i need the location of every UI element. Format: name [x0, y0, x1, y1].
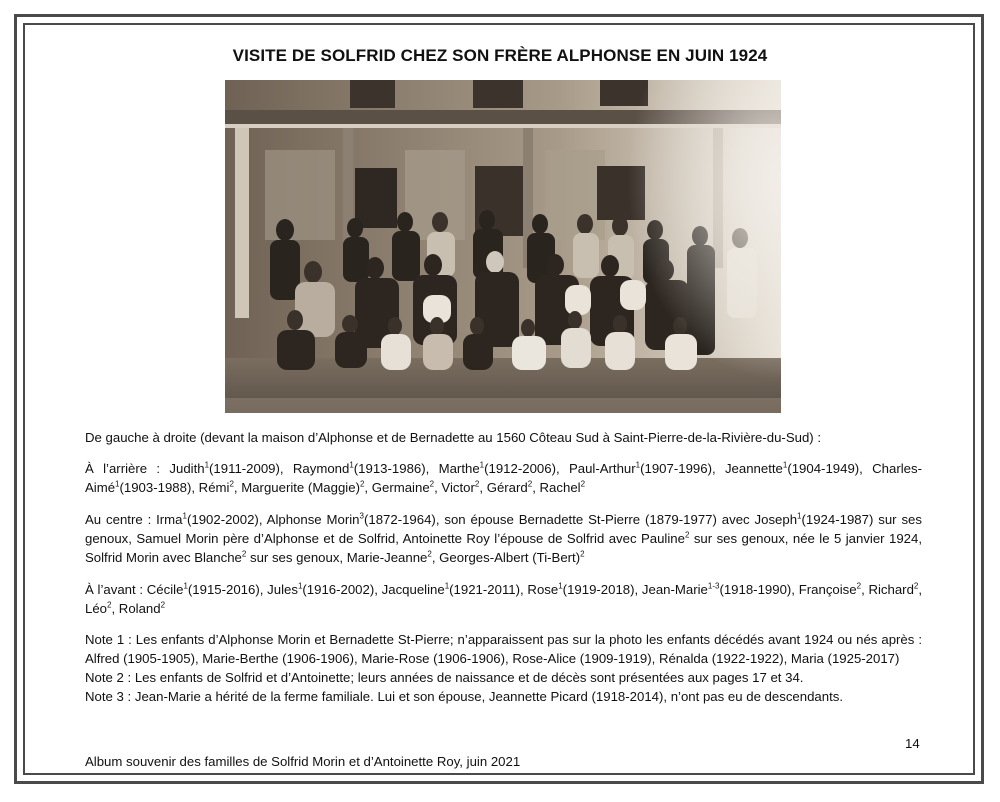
- footnote-marker: 1: [558, 581, 563, 591]
- text-segment: (1913-1986), Marthe: [353, 461, 480, 476]
- text-segment: (1924-1987) sur ses genoux, Samuel Morin père d’Alphonse et de Solfrid, Antoinette Roy l’épouse de Solfrid avec Pauline: [85, 512, 922, 546]
- footnote-marker: 1: [115, 479, 120, 489]
- footnote-marker: 2: [160, 600, 166, 610]
- footnote-marker: 2: [580, 479, 586, 489]
- text-segment: , Georges-Albert (Ti-Bert): [431, 550, 581, 565]
- family-photo: [225, 80, 781, 413]
- footnote-marker: 2: [527, 479, 533, 489]
- text-segment: , Léo: [85, 582, 923, 616]
- footnote-marker: 1: [782, 460, 788, 470]
- row-front-paragraph: [85, 580, 922, 618]
- text-segment: , Marguerite (Maggie): [233, 480, 360, 495]
- text-segment: (1915-2016), Jules: [187, 582, 298, 597]
- page-title: VISITE DE SOLFRID CHEZ SON FRÈRE ALPHONSE EN JUIN 1924: [232, 46, 768, 65]
- text-segment: (1919-2018), Jean-Marie: [562, 582, 708, 597]
- text-segment: (1902-2002), Alphonse Morin: [186, 512, 360, 527]
- text-segment: (1912-2006), Paul-Arthur: [484, 461, 636, 476]
- notes-block: [85, 630, 922, 706]
- footnote-marker: 1: [183, 581, 188, 591]
- text-segment: Au centre : Irma: [85, 512, 183, 527]
- text-segment: , Germaine: [364, 480, 430, 495]
- footnote-marker: 1: [444, 581, 450, 591]
- footnote-marker: 2: [107, 600, 112, 610]
- footnote-marker: 2: [229, 479, 234, 489]
- footnote-marker: 1-3: [707, 581, 720, 591]
- note-2: Note 2 : Les enfants de Solfrid et d’Antoinette; leurs années de naissance et de décès sont présentées aux pages 17 et 34.: [85, 670, 804, 685]
- row-back-paragraph: [85, 459, 922, 497]
- footnote-marker: 2: [429, 479, 435, 489]
- footnote-marker: 1: [182, 511, 187, 521]
- footnote-marker: 1: [635, 460, 641, 470]
- footnote-marker: 3: [359, 511, 364, 521]
- footnote-marker: 2: [241, 549, 247, 559]
- intro-paragraph: De gauche à droite (devant la maison d’Alphonse et de Bernadette au 1560 Côteau Sud à Saint-Pierre-de-la-Rivière-du-Sud) :: [85, 430, 822, 445]
- text-segment: sur ses genoux, Marie-Jeanne: [246, 550, 428, 565]
- text-segment: (1921-2011), Rose: [449, 582, 559, 597]
- footnote-marker: 1: [204, 460, 210, 470]
- footnote-marker: 1: [797, 511, 802, 521]
- text-segment: , Victor: [434, 480, 475, 495]
- footer-text: Album souvenir des familles de Solfrid Morin et d’Antoinette Roy, juin 2021: [85, 754, 521, 769]
- footnote-marker: 2: [684, 530, 690, 540]
- footnote-marker: 2: [913, 581, 919, 591]
- footnote-marker: 2: [580, 549, 585, 559]
- text-segment: sur ses genoux, née le 5 janvier 1924, Solfrid Morin avec Blanche: [85, 531, 922, 565]
- note-1: Note 1 : Les enfants d’Alphonse Morin et Bernadette St-Pierre; n’apparaissent pas sur la photo les enfants décédés avant 1924 ou nés après : Alfred (1905-1905), Marie-Berthe (1906-1906), Marie-Rose (1906-1906), Rose-Alice (1909-1919), Rénalda (1922-1922), Maria (1925-2017): [85, 632, 922, 666]
- text-segment: À l’arrière : Judith: [85, 461, 205, 476]
- text-segment: (1911-2009), Raymond: [209, 461, 350, 476]
- note-3: Note 3 : Jean-Marie a hérité de la ferme familiale. Lui et son épouse, Jeannette Picard (1918-2014), n’ont pas eu de descendants.: [85, 689, 844, 704]
- footnote-marker: 1: [297, 581, 303, 591]
- text-segment: (1872-1964), son épouse Bernadette St-Pierre (1879-1977) avec Joseph: [363, 512, 798, 527]
- footnote-marker: 2: [856, 581, 862, 591]
- footnote-marker: 1: [349, 460, 354, 470]
- text-segment: (1918-1990), Françoise: [719, 582, 857, 597]
- text-segment: , Rachel: [532, 480, 581, 495]
- text-segment: (1903-1988), Rémi: [119, 480, 230, 495]
- footnote-marker: 2: [474, 479, 480, 489]
- text-segment: , Richard: [861, 582, 914, 597]
- text-segment: À l’avant : Cécile: [85, 582, 184, 597]
- text-segment: , Gérard: [479, 480, 528, 495]
- text-segment: (1907-1996), Jeannette: [640, 461, 783, 476]
- page-number: 14: [905, 736, 920, 751]
- row-center-paragraph: [85, 510, 922, 567]
- footnote-marker: 1: [479, 460, 485, 470]
- text-segment: (1916-2002), Jacqueline: [302, 582, 445, 597]
- text-segment: (1904-1949), Charles-Aimé: [85, 461, 922, 495]
- footnote-marker: 2: [359, 479, 365, 489]
- footnote-marker: 2: [427, 549, 432, 559]
- text-segment: , Roland: [111, 601, 161, 616]
